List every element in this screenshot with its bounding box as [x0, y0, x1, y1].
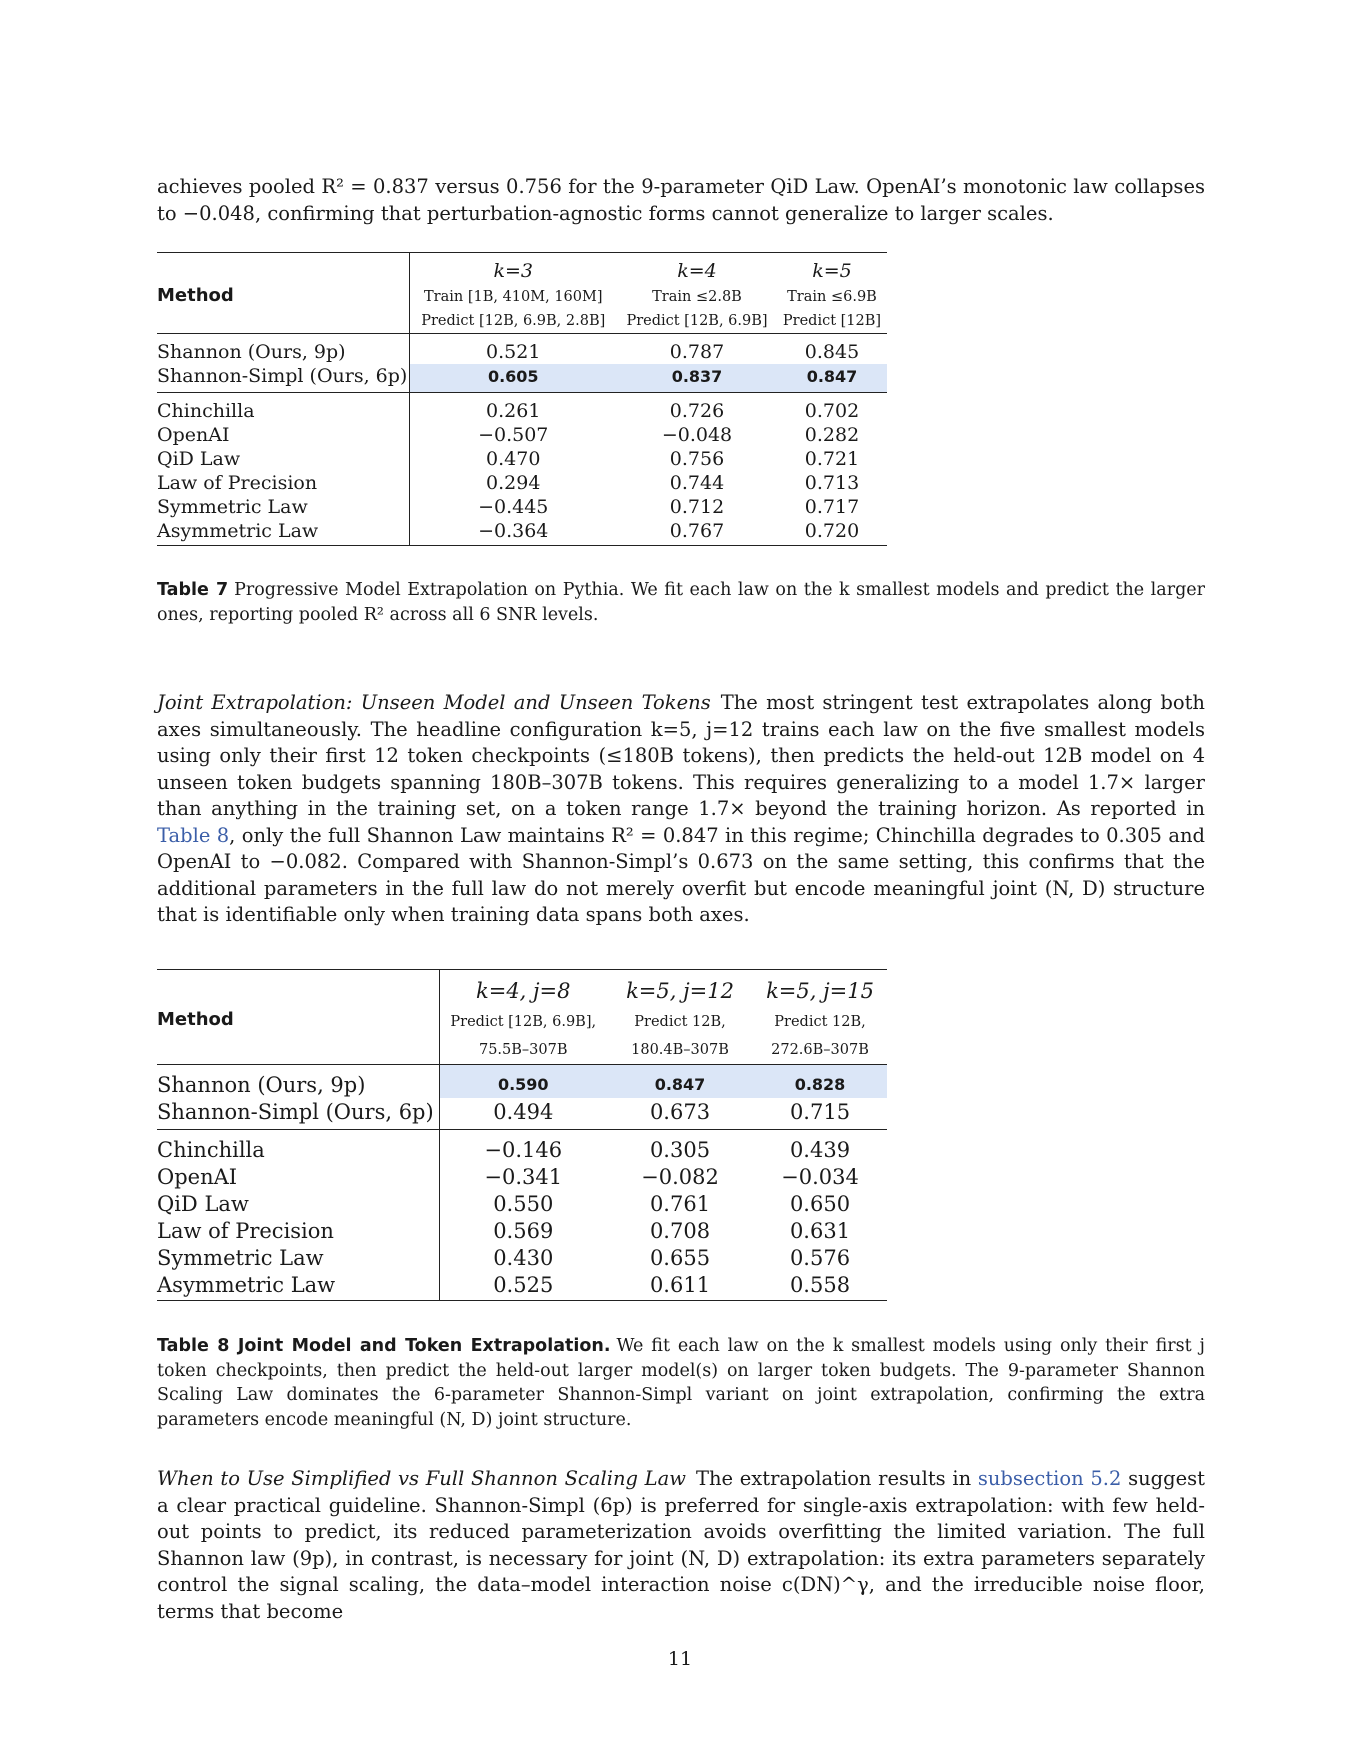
table7-caption-text: Progressive Model Extrapolation on Pythia. We fit each law on the k smallest models and predict the larger ones, reporting pooled R² across all 6 SNR levels.	[157, 580, 1206, 625]
row-method-name: Asymmetric Law	[157, 1271, 439, 1301]
table7-caption-label: Table 7	[157, 580, 229, 600]
row-value: 0.439	[753, 1130, 887, 1164]
table-row	[157, 423, 887, 447]
row-value: 0.767	[617, 519, 777, 546]
row-value: −0.364	[409, 519, 617, 546]
table8-caption-label: Table 8 Joint Model and Token Extrapolation.	[157, 1336, 611, 1356]
table8-col-k-2: k=5, j=15	[753, 970, 887, 1009]
row-method-name: Chinchilla	[157, 1130, 439, 1164]
table7-caption	[157, 578, 1205, 627]
row-method-name: Shannon-Simpl (Ours, 6p)	[157, 1099, 434, 1124]
subsection-link[interactable]: subsection 5.2	[977, 1467, 1122, 1490]
row-value: 0.305	[607, 1130, 753, 1164]
row-value: 0.576	[789, 1245, 851, 1270]
row-value: −0.034	[781, 1164, 859, 1189]
row-value: 0.605	[409, 364, 617, 393]
row-method-name: OpenAI	[157, 1164, 238, 1189]
row-value: 0.721	[804, 448, 860, 470]
table8-caption-text: We fit each law on the k smallest models using only their first j token checkpoints, then predict the held-out larger model(s) on larger token budgets. The 9-parameter Shannon Scaling Law dominates the 6-parameter Shannon-Simpl variant on joint extrapolation, confirming the extra parameters encode meaningful (N, D) joint structure.	[157, 1336, 1205, 1430]
table7-col-train-0: Train [1B, 410M, 160M]	[409, 285, 617, 309]
table8-col-k-0: k=4, j=8	[439, 970, 607, 1009]
row-method-name: OpenAI	[157, 424, 230, 446]
table-row	[157, 1130, 887, 1164]
table-row	[157, 393, 887, 424]
row-value: 0.494	[439, 1098, 607, 1130]
row-value: 0.702	[777, 393, 887, 424]
when-text-after: suggest a clear practical guideline. Shannon-Simpl (6p) is preferred for single-axis extrapolation: with few held-out points to predict, its reduced parameterization avoids overfitting the limited variation. The full Shannon law (9p), in contrast, is necessary for joint (N, D) extrapolation: its extra parameters separately control the signal scaling, the data–model interaction noise c(DN)^γ, and the irreducible noise floor, terms that become	[157, 1467, 1205, 1623]
table-row	[157, 364, 887, 393]
row-value: 0.294	[409, 471, 617, 495]
row-value: 0.650	[789, 1191, 851, 1216]
row-value: 0.712	[669, 496, 725, 518]
table8-col-k-1: k=5, j=12	[607, 970, 753, 1009]
page-number: 11	[667, 1648, 693, 1670]
row-method-name: Shannon-Simpl (Ours, 6p)	[157, 365, 408, 387]
row-value: 0.720	[777, 519, 887, 546]
joint-text-before: The most stringent test extrapolates along both axes simultaneously. The headline configuration k=5, j=12 trains each law on the five smallest models using only their first 12 token checkpoints (≤180B tokens), then predicts the held-out 12B model on 4 unseen token budgets spanning 180B–307B tokens. This requires generalizing to a model 1.7× larger than anything in the training set, on a token range 1.7× beyond the training horizon. As reported in	[157, 691, 1205, 820]
table8-col-l2-2: 272.6B–307B	[771, 1042, 869, 1058]
table7-col-predict-0: Predict [12B, 6.9B, 2.8B]	[409, 309, 617, 334]
row-value: 0.470	[409, 447, 617, 471]
row-value: −0.445	[409, 495, 617, 519]
table8-link[interactable]: Table 8	[157, 823, 230, 847]
table-row	[157, 1163, 887, 1190]
row-value: 0.261	[409, 393, 617, 424]
row-method-name: Symmetric Law	[157, 1245, 324, 1270]
table-row	[157, 334, 887, 365]
row-value: 0.837	[617, 364, 777, 393]
table-row	[157, 1244, 887, 1271]
table7-method-header: Method	[157, 253, 409, 334]
row-value: 0.282	[804, 424, 860, 446]
row-value: 0.569	[439, 1217, 607, 1244]
row-value: 0.787	[617, 334, 777, 365]
table7-col-predict-2: Predict [12B]	[782, 313, 882, 329]
row-value: 0.550	[439, 1190, 607, 1217]
row-value: 0.847	[607, 1065, 753, 1099]
row-value: 0.525	[439, 1271, 607, 1301]
row-value: 0.828	[753, 1065, 887, 1099]
row-value: −0.507	[409, 423, 617, 447]
table7-col-k-0: k=3	[409, 253, 617, 286]
table7-col-predict-1: Predict [12B, 6.9B]	[626, 313, 768, 329]
table-row	[157, 1190, 887, 1217]
table8-method-header: Method	[157, 970, 439, 1065]
table-row	[157, 1271, 887, 1301]
row-method-name: Shannon (Ours, 9p)	[157, 334, 409, 365]
table8-col-l2-1: 180.4B–307B	[631, 1042, 729, 1058]
table8-col-l1-0: Predict [12B, 6.9B],	[439, 1008, 607, 1036]
row-value: 0.558	[753, 1271, 887, 1301]
when-to-use-heading: When to Use Simplified vs Full Shannon Scaling Law	[157, 1467, 686, 1490]
row-value: 0.761	[649, 1191, 711, 1216]
joint-extrapolation-paragraph	[157, 690, 1205, 929]
table8-col-l1-2: Predict 12B,	[774, 1014, 866, 1030]
row-value: 0.726	[617, 393, 777, 424]
row-method-name: QiD Law	[157, 448, 241, 470]
table-row	[157, 1065, 887, 1099]
table-row	[157, 471, 887, 495]
table7	[157, 252, 887, 546]
row-method-name: Symmetric Law	[157, 496, 308, 518]
row-method-name: Law of Precision	[157, 1218, 334, 1243]
joint-text-after: , only the full Shannon Law maintains R² = 0.847 in this regime; Chinchilla degrades to 0.305 and OpenAI to −0.082. Compared with Shannon-Simpl’s 0.673 on the same setting, this confirms that the additional parameters in the full law do not merely overfit but encode meaningful joint (N, D) structure that is identifiable only when training data spans both axes.	[157, 823, 1205, 926]
row-method-name: Asymmetric Law	[157, 519, 409, 546]
joint-extrapolation-heading: Joint Extrapolation: Unseen Model and Unseen Tokens	[157, 691, 711, 714]
table-row	[157, 447, 887, 471]
table-row	[157, 495, 887, 519]
row-value: 0.845	[777, 334, 887, 365]
row-method-name: Chinchilla	[157, 393, 409, 424]
row-method-name: QiD Law	[157, 1191, 249, 1216]
row-value: 0.590	[439, 1065, 607, 1099]
table8-caption	[157, 1334, 1205, 1432]
row-value: −0.341	[439, 1163, 607, 1190]
table-row	[157, 1217, 887, 1244]
table8-col-l2-0: 75.5B–307B	[439, 1036, 607, 1065]
table7-col-k-2: k=5	[777, 253, 887, 286]
table7-col-k-1: k=4	[617, 253, 777, 286]
row-value: 0.717	[804, 496, 860, 518]
row-value: 0.847	[777, 364, 887, 393]
row-value: 0.655	[649, 1245, 711, 1270]
row-value: 0.631	[789, 1218, 851, 1243]
row-value: −0.048	[661, 424, 733, 446]
table7-col-train-2: Train ≤6.9B	[787, 289, 877, 305]
row-value: 0.611	[607, 1271, 753, 1301]
row-value: −0.082	[641, 1164, 719, 1189]
row-value: 0.430	[439, 1244, 607, 1271]
intro-paragraph: achieves pooled R² = 0.837 versus 0.756 for the 9-parameter QiD Law. OpenAI’s monotonic law collapses to −0.048, confirming that perturbation-agnostic forms cannot generalize to larger scales.	[157, 175, 1205, 225]
table8	[157, 969, 887, 1301]
row-value: 0.673	[649, 1099, 711, 1124]
row-value: 0.708	[649, 1218, 711, 1243]
row-value: 0.744	[669, 472, 725, 494]
table-row	[157, 1098, 887, 1130]
row-value: 0.715	[789, 1099, 851, 1124]
row-value: 0.521	[409, 334, 617, 365]
table-row	[157, 519, 887, 546]
row-method-name: Law of Precision	[157, 472, 318, 494]
row-value: −0.146	[439, 1130, 607, 1164]
when-to-use-paragraph	[157, 1466, 1205, 1625]
row-value: 0.713	[804, 472, 860, 494]
table7-col-train-1: Train ≤2.8B	[652, 289, 742, 305]
when-text-before: The extrapolation results in	[695, 1467, 972, 1490]
row-value: 0.756	[669, 448, 725, 470]
row-method-name: Shannon (Ours, 9p)	[157, 1065, 439, 1099]
table8-col-l1-1: Predict 12B,	[634, 1014, 726, 1030]
